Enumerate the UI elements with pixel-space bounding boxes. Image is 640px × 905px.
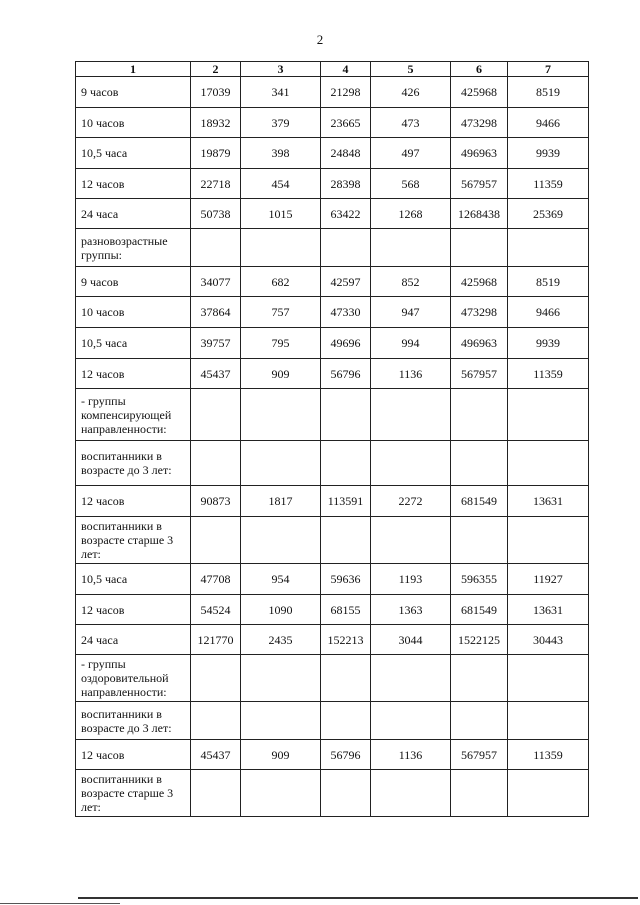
- table-cell: 56796: [321, 740, 371, 770]
- table-cell: [241, 702, 321, 740]
- table-row: [76, 770, 589, 817]
- row-label: 10,5 часа: [76, 328, 191, 359]
- row-label: 12 часов: [76, 486, 191, 517]
- table-cell: 596355: [451, 564, 508, 595]
- table-cell: 1090: [241, 595, 321, 625]
- table-cell: 23665: [321, 108, 371, 138]
- table-cell: 994: [371, 328, 451, 359]
- table-header: [76, 62, 589, 77]
- row-label: 12 часов: [76, 169, 191, 199]
- table-cell: [371, 702, 451, 740]
- table-cell: 11927: [508, 564, 589, 595]
- table-row: [76, 108, 589, 138]
- row-label: 12 часов: [76, 359, 191, 389]
- table-cell: [371, 229, 451, 267]
- table-cell: 24848: [321, 138, 371, 169]
- table-row: [76, 297, 589, 328]
- row-label: 10 часов: [76, 108, 191, 138]
- table-cell: [508, 229, 589, 267]
- table-cell: 496963: [451, 138, 508, 169]
- table-cell: [451, 517, 508, 564]
- table-cell: [321, 655, 371, 702]
- table-cell: [451, 655, 508, 702]
- table-cell: 568: [371, 169, 451, 199]
- table-cell: 49696: [321, 328, 371, 359]
- table-cell: [191, 517, 241, 564]
- table-cell: 37864: [191, 297, 241, 328]
- table-cell: 56796: [321, 359, 371, 389]
- table-cell: 454: [241, 169, 321, 199]
- table-row: [76, 169, 589, 199]
- table-cell: 425968: [451, 77, 508, 108]
- table-cell: 379: [241, 108, 321, 138]
- table-cell: 42597: [321, 267, 371, 297]
- table-cell: [451, 389, 508, 441]
- page-footer-rule: [78, 897, 638, 899]
- table-cell: 1522125: [451, 625, 508, 655]
- row-label: 24 часа: [76, 199, 191, 229]
- table-cell: 11359: [508, 169, 589, 199]
- table-cell: 39757: [191, 328, 241, 359]
- table-cell: 121770: [191, 625, 241, 655]
- table-cell: [191, 441, 241, 486]
- table-cell: [451, 229, 508, 267]
- table-cell: 473: [371, 108, 451, 138]
- row-label: воспитанники в возрасте до 3 лет:: [76, 702, 191, 740]
- table-cell: 34077: [191, 267, 241, 297]
- row-label: - группы компенсирующей направленности:: [76, 389, 191, 441]
- table-cell: 21298: [321, 77, 371, 108]
- table-cell: 681549: [451, 595, 508, 625]
- table-cell: 9939: [508, 328, 589, 359]
- table-cell: 1193: [371, 564, 451, 595]
- table-cell: 59636: [321, 564, 371, 595]
- row-label: 12 часов: [76, 595, 191, 625]
- table-cell: 54524: [191, 595, 241, 625]
- table-cell: [508, 389, 589, 441]
- table-cell: 398: [241, 138, 321, 169]
- table-cell: [191, 655, 241, 702]
- table-cell: [191, 229, 241, 267]
- table-cell: [241, 229, 321, 267]
- table-cell: 567957: [451, 359, 508, 389]
- table-cell: [321, 517, 371, 564]
- table-row: [76, 199, 589, 229]
- table-cell: [371, 441, 451, 486]
- table-cell: [191, 389, 241, 441]
- table-cell: [371, 655, 451, 702]
- row-label: разновозрастные группы:: [76, 229, 191, 267]
- table-cell: 9939: [508, 138, 589, 169]
- table-row: [76, 229, 589, 267]
- table-cell: 757: [241, 297, 321, 328]
- table-cell: [321, 229, 371, 267]
- table-row: [76, 702, 589, 740]
- table-cell: 425968: [451, 267, 508, 297]
- column-header: 7: [508, 62, 589, 77]
- table-row: [76, 740, 589, 770]
- table-cell: [241, 389, 321, 441]
- table-row: [76, 564, 589, 595]
- table-cell: 45437: [191, 359, 241, 389]
- table-row: [76, 486, 589, 517]
- row-label: 9 часов: [76, 267, 191, 297]
- row-label: 10 часов: [76, 297, 191, 328]
- table-cell: [451, 702, 508, 740]
- row-label: 9 часов: [76, 77, 191, 108]
- table-cell: 426: [371, 77, 451, 108]
- table-row: [76, 595, 589, 625]
- table-cell: [508, 441, 589, 486]
- table-cell: 25369: [508, 199, 589, 229]
- table-cell: [451, 441, 508, 486]
- table-row: [76, 517, 589, 564]
- table-cell: [371, 517, 451, 564]
- table-row: [76, 138, 589, 169]
- table-cell: 567957: [451, 740, 508, 770]
- table-row: [76, 389, 589, 441]
- table-cell: [241, 770, 321, 817]
- table-cell: 18932: [191, 108, 241, 138]
- table-cell: 47708: [191, 564, 241, 595]
- table-cell: 50738: [191, 199, 241, 229]
- row-label: 10,5 часа: [76, 138, 191, 169]
- table-row: [76, 77, 589, 108]
- tariff-table: [75, 61, 589, 817]
- table-cell: 8519: [508, 267, 589, 297]
- table-cell: [371, 389, 451, 441]
- table-cell: [241, 655, 321, 702]
- table-cell: 8519: [508, 77, 589, 108]
- table-cell: 9466: [508, 108, 589, 138]
- table-cell: 90873: [191, 486, 241, 517]
- table-cell: 63422: [321, 199, 371, 229]
- table-cell: 909: [241, 359, 321, 389]
- table-cell: 2435: [241, 625, 321, 655]
- table-cell: [371, 770, 451, 817]
- table-row: [76, 441, 589, 486]
- column-header: 6: [451, 62, 508, 77]
- table-cell: 473298: [451, 297, 508, 328]
- table-cell: 682: [241, 267, 321, 297]
- table-cell: 496963: [451, 328, 508, 359]
- table-row: [76, 359, 589, 389]
- table-cell: 947: [371, 297, 451, 328]
- table-cell: [508, 770, 589, 817]
- table-cell: 497: [371, 138, 451, 169]
- table-cell: 567957: [451, 169, 508, 199]
- column-header: 4: [321, 62, 371, 77]
- table-cell: [191, 770, 241, 817]
- table-cell: 45437: [191, 740, 241, 770]
- table-cell: 341: [241, 77, 321, 108]
- table-cell: 47330: [321, 297, 371, 328]
- table-cell: 1015: [241, 199, 321, 229]
- table-cell: 28398: [321, 169, 371, 199]
- table-cell: 1136: [371, 740, 451, 770]
- column-header: 2: [191, 62, 241, 77]
- column-header: 3: [241, 62, 321, 77]
- table-cell: 1268438: [451, 199, 508, 229]
- row-label: воспитанники в возрасте старше 3 лет:: [76, 770, 191, 817]
- table-cell: 152213: [321, 625, 371, 655]
- column-header: 5: [371, 62, 451, 77]
- row-label: - группы оздоровительной направленности:: [76, 655, 191, 702]
- table-row: [76, 625, 589, 655]
- table-cell: 3044: [371, 625, 451, 655]
- table-cell: [321, 441, 371, 486]
- table-cell: 68155: [321, 595, 371, 625]
- table-cell: 13631: [508, 486, 589, 517]
- table-cell: 1817: [241, 486, 321, 517]
- table-cell: 13631: [508, 595, 589, 625]
- table-body: [76, 77, 589, 817]
- table-cell: 30443: [508, 625, 589, 655]
- table-cell: [451, 770, 508, 817]
- page-number: 2: [316, 32, 324, 47]
- row-label: 12 часов: [76, 740, 191, 770]
- table-cell: 9466: [508, 297, 589, 328]
- column-header: 1: [76, 62, 191, 77]
- table-cell: [508, 702, 589, 740]
- row-label: 24 часа: [76, 625, 191, 655]
- table-cell: 681549: [451, 486, 508, 517]
- table-cell: [241, 517, 321, 564]
- table-cell: [241, 441, 321, 486]
- table-cell: 17039: [191, 77, 241, 108]
- table-cell: 1363: [371, 595, 451, 625]
- table-cell: 954: [241, 564, 321, 595]
- table-cell: 11359: [508, 740, 589, 770]
- table-row: [76, 328, 589, 359]
- table-cell: 2272: [371, 486, 451, 517]
- table-cell: 19879: [191, 138, 241, 169]
- row-label: воспитанники в возрасте до 3 лет:: [76, 441, 191, 486]
- table-cell: 795: [241, 328, 321, 359]
- table-cell: [321, 389, 371, 441]
- header-row: [76, 62, 589, 77]
- table-cell: 22718: [191, 169, 241, 199]
- table-cell: 473298: [451, 108, 508, 138]
- table-cell: 113591: [321, 486, 371, 517]
- table-cell: 11359: [508, 359, 589, 389]
- table-cell: [321, 702, 371, 740]
- page-footer-rule-left: [0, 903, 120, 904]
- table-cell: 1136: [371, 359, 451, 389]
- table-cell: [508, 655, 589, 702]
- row-label: воспитанники в возрасте старше 3 лет:: [76, 517, 191, 564]
- table-cell: 1268: [371, 199, 451, 229]
- table-cell: 852: [371, 267, 451, 297]
- row-label: 10,5 часа: [76, 564, 191, 595]
- table-row: [76, 655, 589, 702]
- table-row: [76, 267, 589, 297]
- table-cell: [321, 770, 371, 817]
- table-cell: [191, 702, 241, 740]
- table-cell: 909: [241, 740, 321, 770]
- table-cell: [508, 517, 589, 564]
